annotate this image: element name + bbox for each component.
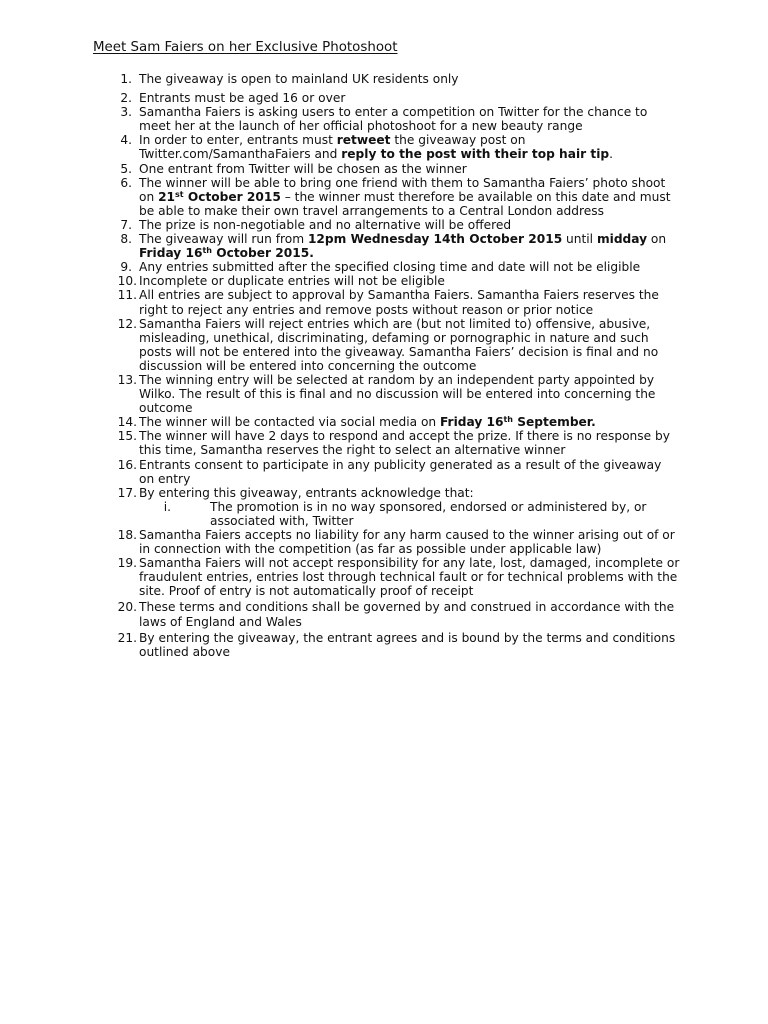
- text-run: Any entries submitted after the specified closing time and date will not be eligible: [139, 260, 641, 275]
- list-item: [0, 176, 768, 218]
- sub-list-item-text: The promotion is in no way sponsored, endorsed or administered by, or associated with, Twitter: [210, 499, 647, 528]
- text-run: on: [647, 232, 667, 247]
- list-item-text: [139, 72, 459, 86]
- list-item-number: 19.: [117, 556, 137, 571]
- bold-text: retweet: [336, 133, 391, 148]
- list-item-text: [139, 486, 474, 500]
- list-item-number: 18.: [117, 528, 137, 542]
- list-item-text: [139, 415, 596, 429]
- list-item-number: 4.: [120, 133, 132, 148]
- list-item-number: 1.: [120, 72, 132, 86]
- list-item-text: [139, 274, 445, 288]
- text-run: The prize is non-negotiable and no alternative will be offered: [139, 217, 512, 232]
- list-item-text: [139, 133, 613, 161]
- list-item-number: 17.: [117, 485, 137, 500]
- list-item: [0, 631, 768, 659]
- bold-text: reply to the post with their top hair tip: [341, 147, 610, 162]
- list-item: [0, 556, 768, 598]
- bold-text: 21: [158, 189, 176, 204]
- text-run: The winner will be able to bring one friend with them to Samantha Faiers’ photo shoot on: [139, 175, 666, 204]
- list-item-text: [139, 429, 670, 457]
- bold-text: th: [202, 246, 212, 256]
- list-item: [0, 415, 768, 429]
- list-item: [0, 218, 768, 232]
- list-item-number: 3.: [120, 105, 132, 120]
- text-run: All entries are subject to approval by Samantha Faiers. Samantha Faiers reserves the right to reject any entries and remove posts without reason or prior notice: [139, 288, 659, 317]
- text-run: In order to enter, entrants must: [139, 133, 337, 148]
- text-run: Samantha Faiers accepts no liability for any harm caused to the winner arising out of or in connection with the competition (as far as possible under applicable law): [139, 528, 675, 557]
- list-item: [0, 274, 768, 288]
- list-item-text: [139, 105, 647, 133]
- list-item: [0, 72, 768, 86]
- text-run: Samantha Faiers will reject entries which are (but not limited to) offensive, abusive, misleading, unethical, discriminating, defaming or pornographic in nature and such posts will not be entered into the giveaway. Samantha Faiers’ decision is final and no discussion will be entered into concerning the outcome: [139, 316, 659, 373]
- list-item-number: 20.: [117, 600, 137, 615]
- list-item-text: [139, 232, 666, 260]
- list-item-number: 15.: [117, 429, 137, 444]
- list-item: [0, 528, 768, 556]
- list-item: [0, 317, 768, 373]
- text-run: One entrant from Twitter will be chosen as the winner: [139, 161, 467, 176]
- text-run: Samantha Faiers will not accept responsibility for any late, lost, damaged, incomplete or fraudulent entries, entries lost through technical fault or for technical problems with the site. Proof of entry is not automatically proof of receipt: [139, 556, 680, 599]
- text-run: .: [609, 147, 613, 162]
- list-item-number: 13.: [117, 372, 137, 387]
- list-item-text: [139, 91, 345, 105]
- list-item-number: 2.: [120, 91, 132, 106]
- list-item: [0, 458, 768, 486]
- list-item-text: [139, 176, 670, 218]
- list-item: [0, 600, 768, 628]
- text-run: Samantha Faiers is asking users to enter a competition on Twitter for the chance to meet her at the launch of her official photoshoot for a new beauty range: [139, 105, 648, 134]
- list-item-number: 5.: [120, 161, 132, 176]
- text-run: Entrants must be aged 16 or over: [139, 91, 346, 106]
- text-run: The giveaway is open to mainland UK residents only: [139, 72, 459, 86]
- list-item: [0, 162, 768, 176]
- list-item: [0, 133, 768, 161]
- list-item-text: [139, 373, 655, 415]
- list-item: [0, 486, 768, 500]
- bold-text: st: [175, 189, 184, 199]
- list-item: [0, 260, 768, 274]
- terms-list: [0, 72, 768, 659]
- list-item-text: [139, 218, 511, 232]
- bold-text: October 2015.: [212, 246, 314, 261]
- list-item-text: [139, 317, 658, 373]
- text-run: By entering this giveaway, entrants acknowledge that:: [139, 485, 474, 500]
- list-item-number: 8.: [120, 232, 132, 247]
- text-run: – the winner must therefore be available on this date and must be able to make their own travel arrangements to a Central London address: [139, 189, 671, 218]
- list-item-number: 11.: [117, 288, 137, 303]
- list-item-number: 14.: [117, 415, 137, 430]
- sub-list-item: [0, 500, 768, 528]
- bold-text: Friday 16: [139, 246, 203, 261]
- list-item-number: 16.: [117, 457, 137, 472]
- text-run: The winning entry will be selected at random by an independent party appointed by Wilko. The result of this is final and no discussion will be entered into concerning the outcome: [139, 372, 656, 416]
- list-item: [0, 288, 768, 316]
- text-run: These terms and conditions shall be governed by and construed in accordance with the laws of England and Wales: [139, 600, 675, 629]
- text-run: The winner will be contacted via social media on: [139, 415, 441, 430]
- list-item-number: 9.: [120, 260, 132, 275]
- list-item-number: 6.: [120, 175, 132, 190]
- text-run: until: [562, 232, 597, 247]
- list-item: [0, 429, 768, 457]
- list-item-text: [139, 162, 467, 176]
- list-item-number: 21.: [117, 630, 137, 645]
- list-item-text: [139, 288, 659, 316]
- bold-text: Friday 16: [440, 415, 504, 430]
- list-item-number: 7.: [120, 217, 132, 232]
- list-item: [0, 91, 768, 105]
- bold-text: midday: [596, 232, 648, 247]
- bold-text: 12pm Wednesday 14th October 2015: [307, 232, 563, 247]
- sub-list-item-number: i.: [163, 499, 171, 514]
- list-item-number: 12.: [117, 316, 137, 331]
- text-run: The giveaway will run from: [139, 232, 308, 247]
- text-run: Entrants consent to participate in any publicity generated as a result of the giveaway on entry: [139, 457, 662, 486]
- list-item: [0, 232, 768, 260]
- list-item: [0, 373, 768, 415]
- page-title: Meet Sam Faiers on her Exclusive Photoshoot: [93, 40, 398, 55]
- text-run: By entering the giveaway, the entrant agrees and is bound by the terms and conditions outlined above: [139, 630, 676, 659]
- list-item-text: [139, 600, 674, 628]
- text-run: Incomplete or duplicate entries will not be eligible: [139, 274, 445, 289]
- list-item-text: [139, 631, 675, 659]
- list-item-number: 10.: [117, 274, 137, 289]
- text-run: the giveaway post on Twitter.com/SamanthaFaiers and: [139, 133, 526, 162]
- list-item-text: [139, 528, 675, 556]
- list-item-text: [139, 556, 679, 598]
- bold-text: October 2015: [183, 189, 281, 204]
- text-run: The winner will have 2 days to respond and accept the prize. If there is no response by this time, Samantha reserves the right to select an alternative winner: [139, 429, 670, 458]
- bold-text: September.: [513, 415, 596, 430]
- list-item-text: [139, 458, 661, 486]
- list-item-text: [139, 260, 640, 274]
- list-item: [0, 105, 768, 133]
- bold-text: th: [503, 415, 514, 425]
